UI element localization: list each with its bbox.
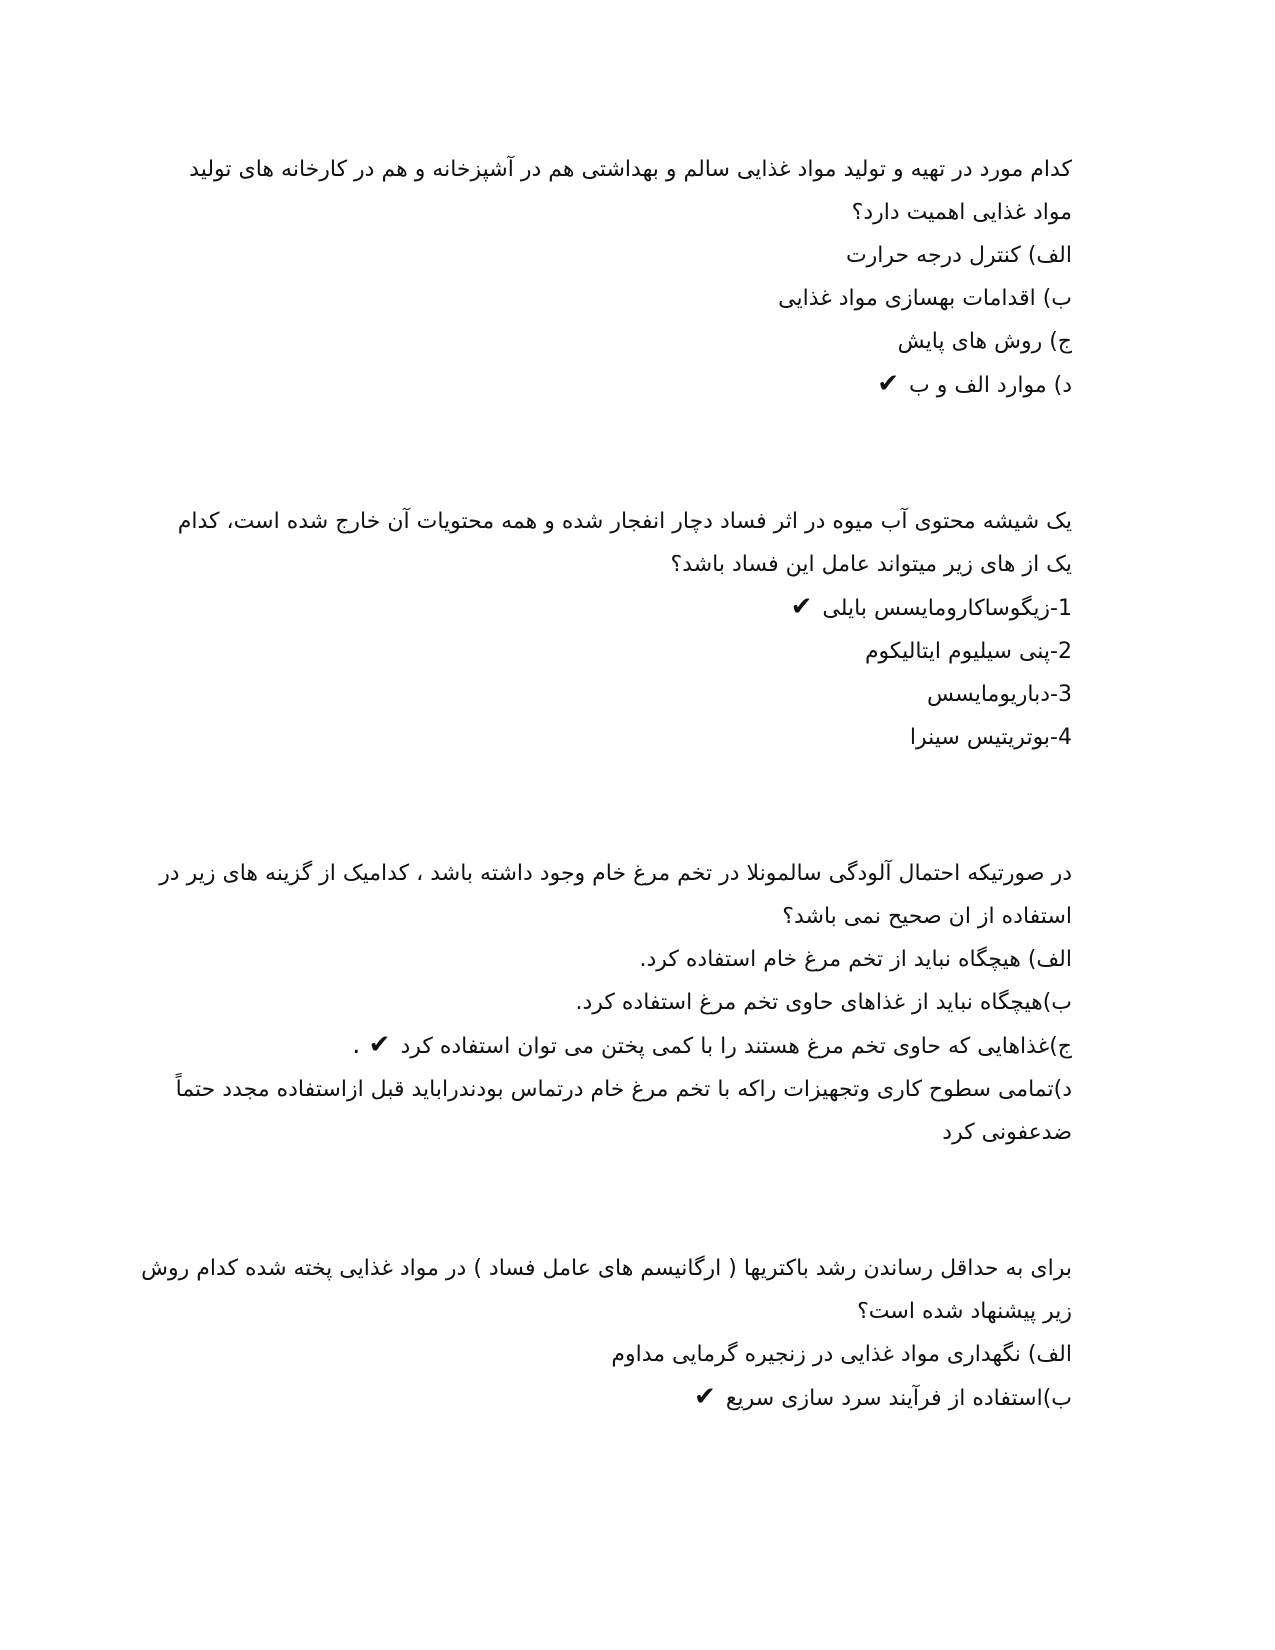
check-mark-icon: ✔ <box>877 369 900 399</box>
question-text: در صورتیکه احتمال آلودگی سالمونلا در تخم مرغ خام وجود داشته باشد ، کدامیک از گزینه های زیر در استفاده از ان صحیح نمی باشد؟ <box>159 861 1072 929</box>
check-mark-icon: ✔ <box>694 1382 716 1412</box>
option-2: 2-پنی سیلیوم ایتالیکوم <box>864 639 1072 664</box>
option-b: ب)هیچگاه نباید از غذاهای حاوی تخم مرغ استفاده کرد. <box>575 990 1072 1015</box>
option-a: الف) هیچگاه نباید از تخم مرغ خام استفاده کرد. <box>639 947 1072 972</box>
check-mark-icon: ✔ <box>790 592 813 622</box>
option-c: ج)غذاهایی که حاوی تخم مرغ هستند را با کمی پختن می توان استفاده کرد✔ . <box>92 1024 1072 1068</box>
option-d: د) موارد الف و ب✔ <box>152 363 1072 407</box>
check-mark-icon: ✔ . <box>352 1030 391 1060</box>
option-a: الف) کنترل درجه حرارت <box>845 243 1072 268</box>
option-d: د)تمامی سطوح کاری وتجهیزات راکه با تخم مرغ خام درتماس بودندرابايد قبل ازاستفاده مجدد حتماً ضدعفونی کرد <box>175 1077 1072 1145</box>
question-3 <box>92 852 1072 1154</box>
question-text: برای به حداقل رساندن رشد باکتریها ( ارگانیسم های عامل فساد ) در مواد غذایی پخته شده کدام روش زیر پیشنهاد شده است؟ <box>141 1256 1072 1324</box>
option-b: ب)استفاده از فرآیند سرد سازی سریع✔ <box>132 1376 1072 1420</box>
option-1: 1-زیگوساکارومایسس بایلی✔ <box>152 586 1072 630</box>
option-c: ج) روش های پایش <box>897 329 1072 354</box>
option-a: الف) نگهداری مواد غذایی در زنجیره گرمایی مداوم <box>611 1342 1072 1367</box>
option-b: ب) اقدامات بهسازی مواد غذایی <box>778 286 1072 311</box>
option-4: 4-بوتریتیس سینرا <box>909 725 1072 750</box>
question-2 <box>152 500 1072 759</box>
question-text: یک شیشه محتوی آب میوه در اثر فساد دچار انفجار شده و همه محتویات آن خارج شده است، کدام یک از های زیر میتواند عامل این فساد باشد؟ <box>177 509 1072 577</box>
option-3: 3-دباریومایسس <box>927 682 1072 707</box>
question-1 <box>152 148 1072 407</box>
question-text: کدام مورد در تهیه و تولید مواد غذایی سالم و بهداشتی هم در آشپزخانه و هم در کارخانه های تولید مواد غذایی اهمیت دارد؟ <box>189 157 1072 225</box>
question-4 <box>132 1247 1072 1420</box>
